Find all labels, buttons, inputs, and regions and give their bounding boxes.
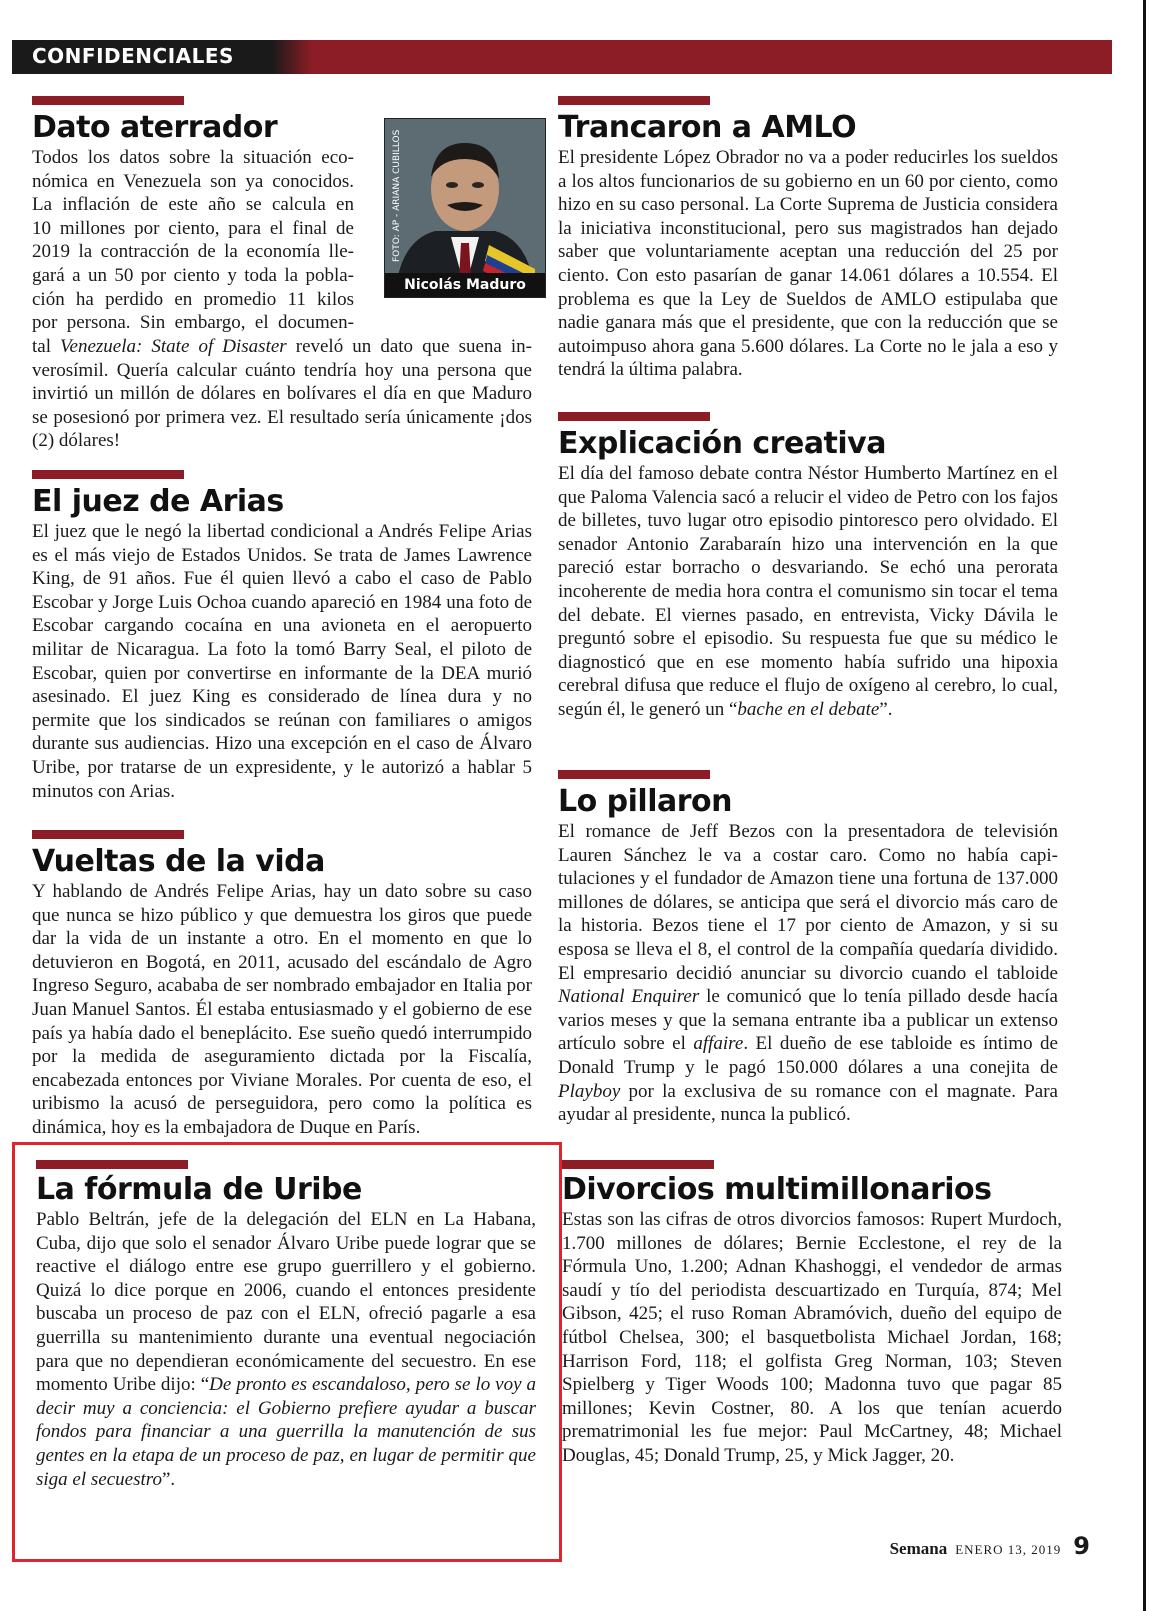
page-footer [840, 1532, 1090, 1562]
article-amlo-body: El presidente López Obrador no va a poder reducirles los sueldos a los altos funcionarios de su gobierno en un 60 por ciento, como hizo en su caso personal. La Corte Suprema de Justicia considera la iniciativa inconstitucional, pero sus magistrados han dejado saber que voluntariamente aceptan una reducción del 25 por ciento. Con esto pasarían de ganar 14.061 dólares a 10.554. El problema es que la Ley de Sueldos de AMLO estipulaba que nadie ganara más que el presidente, que con la reducción que se autoimpuso ahora gana 5.600 dólares. La Corte no le jala a eso y tendrá la última palabra. [558, 147, 1058, 381]
article-explicacion-body [558, 462, 1058, 722]
headline-rule [558, 770, 710, 779]
magazine-name: Semana [889, 1539, 948, 1558]
article-text: Pablo Beltrán, jefe de la delegación del ELN en La Habana, Cuba, dijo que solo el senador Álvaro Uribe puede lograr que se reactive el diálogo entre ese grupo guerrillero y el gobierno. Quizá lo dice porque en 2006, cuando el entonces presidente buscaba un proceso de paz con el ELN, ofreció pagarle a esa guerrilla su mantenimiento durante una eventual negociación para que no dependieran económicamente del secuestro. En ese momento Uribe dijo: “ [36, 1209, 536, 1396]
headline-vueltas: Vueltas de la vida [32, 844, 325, 879]
headline-rule [32, 470, 184, 479]
headline-amlo: Trancaron a AMLO [558, 110, 857, 145]
article-text: ”. [161, 1468, 176, 1490]
article-text: tal [32, 336, 61, 357]
photo-credit: FOTO: AP - ARIANA CUBILLOS [392, 129, 402, 262]
article-dato-narrow [32, 146, 354, 335]
issue-date: ENERO 13, 2019 [955, 1542, 1062, 1557]
article-text: El romance de Jeff Bezos con la presentadora de televisión Lauren Sánchez le va a costar caro. Como no había capitulaciones y el fundador de Amazon tiene una fortuna de 137.000 millones de dólares, se anticipa que será el divorcio más caro de la historia. Bezos tiene el 17 por ciento de Amazon, y si su esposa se lleva el 8, el control de la compañía quedaría dividido. El empresario decidió anunciar su divorcio cuando el tabloide [558, 821, 1058, 984]
article-line: nómica en Venezuela son ya conocidos. [32, 170, 354, 192]
publication-name: National Enquirer [558, 986, 700, 1008]
headline-divorcios: Divorcios multimillonarios [562, 1172, 992, 1207]
headline-rule [558, 412, 710, 421]
article-text: le comunicó que lo tenía pillado desde hacía varios meses y que la semana entrante iba a publicar un extenso artículo sobre el [558, 986, 1058, 1055]
article-juez-body: El juez que le negó la libertad condicional a Andrés Felipe Arias es el más viejo de Estados Unidos. Se trata de James Lawrence King, de 91 años. Fue él quien llevó a cabo el caso de Pablo Escobar y Jorge Luis Ochoa cuando apareció en 1984 una foto de Escobar cargando cocaína en una avioneta en el aeropuerto militar de Nicaragua. La foto la tomó Barry Seal, el piloto de Escobar, quien por convertirse en informante de la DEA murió asesinado. El juez King es considerado de línea dura y no permite que los sindicados se reúnan con familiares o amigos durante sus audiencias. Hizo una excepción en el caso de Álvaro Uribe, por tratarse de un expresidente, y le autorizó a hablar 5 minutos con Arias. [32, 521, 532, 802]
article-divorcios-body: Estas son las cifras de otros divorcios famosos: Rupert Murdoch, 1.700 millones de dólares; Bernie Ecclestone, el rey de la Fórmula Uno, 1.200; Adnan Khashoggi, el vendedor de armas saudí y tío del periodista descuartizado en Turquía, 874; Mel Gibson, 425; el ruso Roman Abramóvich, dueño del equipo de fútbol Chelsea, 300; el basquetbolista Michael Jordan, 168; Harrison Ford, 118; el golfista Greg Norman, 103; Steven Spielberg y Tiger Woods 100; Madonna tuvo que pagar 85 millones; Kevin Costner, 80. A los que tenían acuerdo prematrimonial les fue mejor: Paul McCartney, 48; Michael Douglas, 45; Donald Trump, 25, y Mick Jagger, 20. [562, 1209, 1062, 1466]
article-text: reveló un dato que suena inverosímil. Quería calcular cuánto tendría hoy una persona que invirtió un millón de dólares en bolívares el día en que Maduro se posesionó por primera vez. El resultado sería únicamente ¡dos (2) dólares! [32, 336, 532, 452]
article-line: gará a un 50 por ciento y toda la pobla- [32, 264, 354, 286]
headline-rule [562, 1160, 714, 1169]
uribe-quote: De pronto es escandaloso, pero se lo voy a decir muy a conciencia: el Gobierno prefiere ayudar a buscar fondos para financiar a una guerrilla la manutención de sus gentes en la etapa de un proceso de paz, en lugar de permitir que siga el secuestro [36, 1374, 536, 1490]
headline-rule [36, 1160, 188, 1169]
article-line: 2019 la contracción de la economía lle- [32, 241, 354, 263]
headline-rule [558, 96, 710, 105]
article-line: Todos los datos sobre la situación eco- [32, 147, 354, 168]
quote: bache en el debate [737, 698, 880, 720]
publication-name: Playboy [558, 1080, 621, 1102]
article-text: ”. [879, 698, 893, 720]
article-dato-body [32, 335, 532, 453]
article-line: ción ha perdido en promedio 11 kilos [32, 288, 354, 310]
headline-formula: La fórmula de Uribe [36, 1172, 362, 1207]
italic-word: affaire [693, 1033, 744, 1055]
article-text: por la exclusiva de su romance con el magnate. Para ayudar al presidente, nunca la publicó. [558, 1080, 1058, 1126]
article-line: La inflación de este año se calcula en [32, 194, 354, 216]
headline-rule [32, 830, 184, 839]
article-formula-body [36, 1208, 536, 1491]
headline-rule [32, 96, 184, 105]
headline-explicacion: Explicación creativa [558, 426, 886, 461]
section-label: CONFIDENCIALES [32, 44, 234, 68]
article-line: 10 millones por ciento, para el final de [32, 217, 354, 239]
headline-dato: Dato aterrador [32, 110, 278, 145]
photo-caption: Nicolás Maduro [385, 273, 545, 297]
documentary-title: Venezuela: State of Disaster [60, 336, 287, 357]
headline-pillaron: Lo pillaron [558, 784, 733, 819]
article-vueltas-body: Y hablando de Andrés Felipe Arias, hay un dato sobre su caso que nunca se hizo público y que demuestra los giros que puede dar la vida de un instante a otro. En el momento en que lo detuvieron en Bogotá, en 2011, acusado del escándalo de Agro Ingreso Seguro, acababa de ser nombrado embajador en Italia por Juan Manuel Santos. Él estaba entusiasmado y el gobierno de ese país ya había dado el beneplácito. Ese sueño quedó interrumpido por la medida de aseguramiento dictada por la Fiscalía, encabezada entonces por Viviane Morales. Por cuenta de eso, el uribismo la acusó de perseguidora, pero como la política es dinámica, hoy es la embajadora de Duque en París. [32, 881, 532, 1138]
article-text: . El dueño de ese tabloide es íntimo de Donald Trump y le pagó 150.000 dólares a una conejita de [558, 1033, 1058, 1078]
article-line: por persona. Sin embargo, el documen- [32, 312, 354, 334]
article-text: El día del famoso debate contra Néstor Humberto Martínez en el que Paloma Valencia sacó a relucir el video de Petro con los fajos de billetes, tuvo lugar otro episodio pintoresco pero olvidado. El senador Antonio Zarabaraín hizo una intervención en la que pareció estar borracho o desvariando. Se echó una perorata incoherente de media hora contra el comunismo sin tocar el tema del debate. El viernes pasado, en entrevista, Vicky Dávila le preguntó sobre el episodio. Su respuesta fue que su médico le diagnosticó que en ese momento había sufrido una hipoxia cerebral difusa que reduce el flujo de oxígeno al cerebro, lo cual, según él, le generó un “ [558, 463, 1058, 720]
article-pillaron-body [558, 820, 1058, 1127]
headline-juez: El juez de Arias [32, 484, 284, 519]
maduro-photo [384, 118, 546, 298]
portrait-illustration [385, 119, 545, 297]
page-number: 9 [1073, 1532, 1090, 1560]
